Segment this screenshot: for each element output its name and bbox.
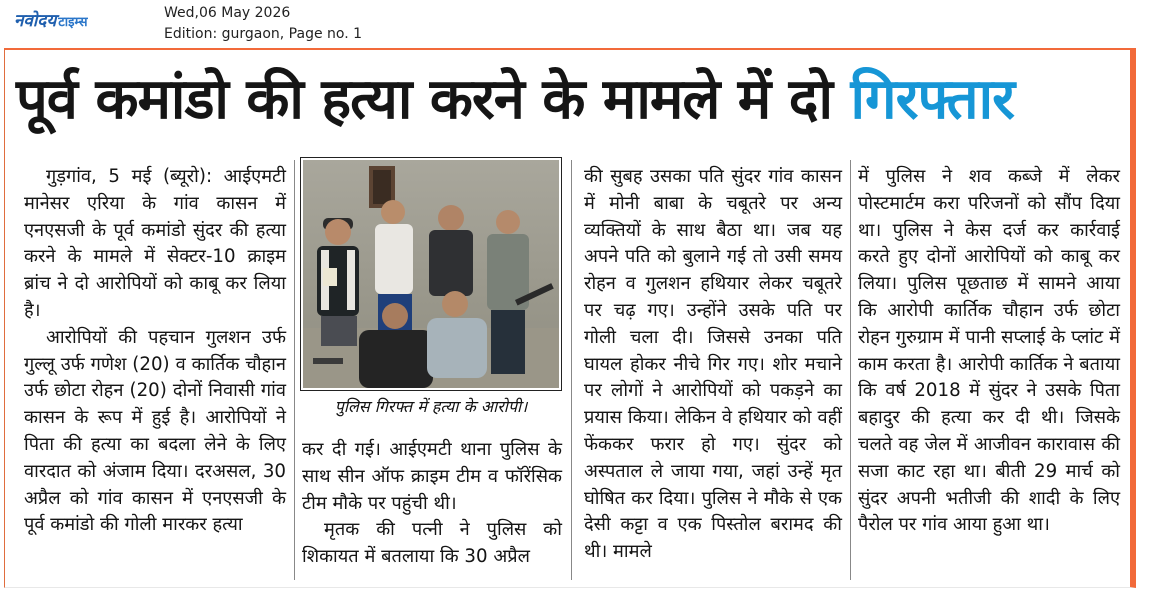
article-column-2 (302, 437, 562, 571)
column-divider (850, 160, 851, 580)
paragraph: में पुलिस ने शव कब्जे में लेकर पोस्टमार्टम करा परिजनों को सौंप दिया था। पुलिस ने केस दर्ज कर कार्रवाई करते हुए दोनों आरोपियों को काबू कर लिया। पुलिस पूछताछ में सामने आया कि आरोपी कार्तिक चौहान उर्फ छोटा रोहन गुरुग्राम में पानी सप्लाई के प्लांट में काम करता है। आरोपी कार्तिक ने बताया कि वर्ष 2018 में सुंदर ने उसके पिता बहादुर की हत्या कर दी थी। जिसके चलते वह जेल में आजीवन कारावास की सजा काट रहा था। बीती 29 मार्च को सुंदर अपनी भतीजी की शादी के लिए पैरोल पर गांव आया हुआ था। (858, 166, 1120, 536)
logo-sub-text: टाइम्स (58, 15, 88, 30)
issue-date: Wed,06 May 2026 (164, 5, 291, 21)
headline-accent-text: गिरफ्तार (850, 67, 1014, 132)
paragraph: गुड़गांव, 5 मई (ब्यूरो): आईएमटी मानेसर एरिया के गांव कासन में एनएसजी के पूर्व कमांडो सुंदर की हत्या करने के मामले में सेक्टर-10 क्राइम ब्रांच ने दो आरोपियों को काबू कर लिया है। (24, 166, 286, 321)
edition-info: Edition: gurgaon, Page no. 1 (164, 26, 363, 42)
column-divider (571, 160, 572, 580)
article-column-1 (24, 164, 286, 539)
paragraph: की सुबह उसका पति सुंदर गांव कासन में मोनी बाबा के चबूतरे पर अन्य व्यक्तियों के साथ बैठा था। जब यह अपने पति को बुलाने गई तो उसी समय रोहन व गुलशन हथियार लेकर चबूतरे पर चढ़ गए। उन्होंने उसके पति पर गोली चला दी। जिससे उनका पति घायल होकर नीचे गिर गए। शोर मचाने पर लोगों ने आरोपियों को पकड़ने का प्रयास किया। लेकिन वे हथियार को वहीं फेंककर फरार हो गए। सुंदर को अस्पताल ले जाया गया, जहां उन्हें मृत घोषित कर दिया। पुलिस ने मौके से एक देसी कट्टा व एक पिस्तोल बरामद की थी। मामले (584, 166, 842, 563)
column-divider (294, 160, 295, 580)
article-column-4 (858, 164, 1120, 539)
article-column-3 (584, 164, 842, 566)
newspaper-logo[interactable] (14, 8, 88, 31)
photo-caption: पुलिस गिरफ्त में हत्या के आरोपी। (334, 397, 528, 416)
police-arrest-photo (303, 160, 559, 388)
paragraph: मृतक की पत्नी ने पुलिस को शिकायत में बतलाया कि 30 अप्रैल (302, 519, 562, 568)
article-photo-frame[interactable] (300, 157, 562, 391)
paragraph: आरोपियों की पहचान गुलशन उर्फ गुल्लू उर्फ गणेश (20) व कार्तिक चौहान उर्फ छोटा रोहन (20) दोनों निवासी गांव कासन के रूप में हुई है। आरोपियों ने पिता की हत्या का बदला लेने के लिए वारदात को अंजाम दिया। दरअसल, 30 अप्रैल को गांव कासन में एनएसजी के पूर्व कमांडो की गोली मारकर हत्या (24, 326, 286, 536)
headline-text: पूर्व कमांडो की हत्या करने के मामले में दो (16, 67, 833, 132)
page-header (0, 0, 1152, 46)
logo-main-text: नवोदय (14, 11, 57, 31)
article-headline (16, 60, 1126, 140)
paragraph: कर दी गई। आईएमटी थाना पुलिस के साथ सीन ऑफ क्राइम टीम व फॉरेंसिक टीम मौके पर पहुंची थी। (302, 439, 562, 514)
